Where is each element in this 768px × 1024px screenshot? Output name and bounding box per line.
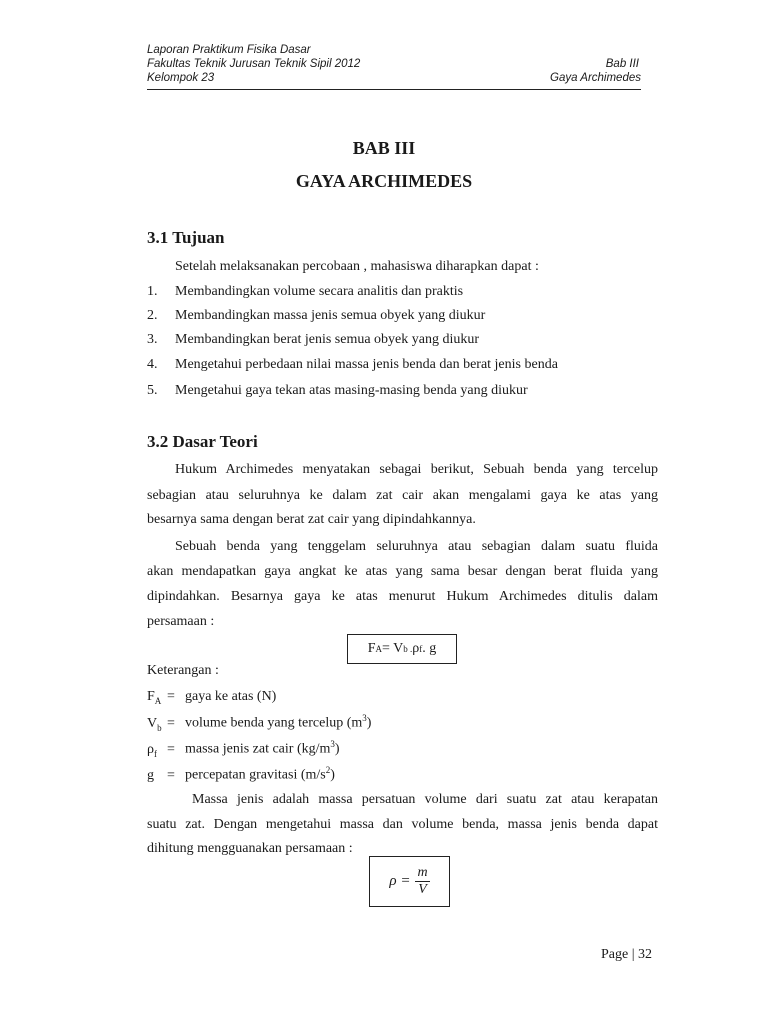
chapter-title: GAYA ARCHIMEDES [295, 171, 473, 191]
variable-subscript: b [157, 722, 162, 733]
header-topic: Gaya Archimedes [550, 72, 641, 84]
variable-description: percepatan gravitasi (m/s [185, 767, 326, 783]
keterangan-label: Keterangan : [147, 663, 219, 678]
list-item-number: 3. [147, 332, 158, 347]
equals-sign: = [167, 689, 175, 704]
equals-sign: = [167, 715, 175, 731]
fraction-denominator: V [418, 882, 427, 897]
page-separator: | [631, 947, 635, 962]
header-course: Laporan Praktikum Fisika Dasar [147, 44, 311, 56]
header-group: Kelompok 23 [147, 72, 215, 84]
unit-superscript: 3 [362, 713, 367, 723]
paragraph-line: dihitung mengguanakan persamaan : [147, 841, 353, 856]
chapter-label: BAB III [352, 138, 416, 158]
list-item: Membandingkan massa jenis semua obyek yang diukur [175, 308, 486, 323]
list-item: Membandingkan volume secara analitis dan praktis [175, 284, 464, 299]
unit-superscript: 2 [325, 765, 331, 775]
fraction [415, 865, 429, 898]
paragraph-line: akan mendapatkan gaya angkat ke atas yang sama besar dengan berat fluida yang [147, 564, 658, 579]
variable-definition [147, 765, 335, 784]
paragraph-line: sebagian atau seluruhnya ke dalam zat cair akan mengalami gaya ke atas yang [147, 488, 658, 503]
formula-density-box [369, 856, 450, 907]
formula-symbol: . g [422, 641, 437, 656]
formula-buoyancy-box [347, 634, 457, 664]
variable-description: massa jenis zat cair (kg/m [185, 741, 331, 757]
paragraph-line: dipindahkan. Besarnya gaya ke atas menurut Hukum Archimedes ditulis dalam [147, 589, 658, 604]
variable-symbol: g [147, 767, 154, 783]
list-item: Membandingkan berat jenis semua obyek yang diukur [175, 332, 480, 347]
paragraph-line: Sebuah benda yang tenggelam seluruhnya atau sebagian dalam suatu fluida [175, 539, 658, 554]
variable-description: gaya ke atas (N) [185, 689, 277, 704]
fraction-numerator: m [417, 865, 428, 880]
list-item-number: 5. [147, 383, 158, 398]
list-item-number: 1. [147, 284, 158, 299]
closing-paren: ) [334, 741, 340, 757]
closing-paren: ) [330, 767, 335, 783]
section-heading-dasar-teori: 3.2 Dasar Teori [147, 432, 258, 451]
variable-definition [147, 739, 340, 758]
formula-symbol: ρ [412, 641, 420, 656]
running-header [147, 43, 641, 85]
equals-sign: = [167, 741, 175, 757]
paragraph-line: suatu zat. Dengan mengetahui massa dan volume benda, massa jenis benda dapat [147, 817, 658, 832]
variable-definition [147, 713, 371, 732]
list-item: Mengetahui gaya tekan atas masing-masing benda yang diukur [175, 383, 528, 398]
formula-symbol: = V [382, 641, 404, 656]
page-number: 32 [638, 947, 653, 962]
section-heading-tujuan: 3.1 Tujuan [147, 228, 225, 247]
paragraph-line: persamaan : [147, 614, 215, 629]
header-divider [147, 89, 641, 90]
list-item: Mengetahui perbedaan nilai massa jenis benda dan berat jenis benda [175, 357, 558, 372]
formula-subscript: b . [403, 644, 413, 654]
tujuan-intro: Setelah melaksanakan percobaan , mahasiswa diharapkan dapat : [175, 259, 539, 274]
list-item-number: 2. [147, 308, 158, 323]
unit-superscript: 3 [330, 739, 335, 749]
formula-lhs: ρ = [389, 873, 411, 889]
formula-subscript: A [375, 644, 383, 654]
variable-subscript: f [154, 748, 157, 759]
page-label: Page [601, 947, 629, 962]
variable-symbol: F [147, 689, 155, 704]
header-faculty: Fakultas Teknik Jurusan Teknik Sipil 2012 [147, 58, 361, 70]
variable-definition [147, 689, 276, 706]
variable-symbol: ρ [147, 741, 154, 757]
paragraph-line: besarnya sama dengan berat zat cair yang dipindahkannya. [147, 512, 476, 527]
variable-subscript: A [154, 695, 162, 706]
closing-paren: ) [366, 715, 372, 731]
paragraph-line: Hukum Archimedes menyatakan sebagai berikut, Sebuah benda yang tercelup [175, 462, 658, 477]
paragraph-line: Massa jenis adalah massa persatuan volume dari suatu zat atau kerapatan [192, 792, 658, 807]
list-item-number: 4. [147, 357, 158, 372]
variable-description: volume benda yang tercelup (m [185, 715, 363, 731]
formula-subscript: f [419, 644, 423, 654]
page-footer [601, 947, 652, 963]
equals-sign: = [167, 767, 175, 783]
variable-symbol: V [147, 715, 158, 731]
header-chapter: Bab III [605, 58, 639, 70]
formula-symbol: F [367, 641, 376, 656]
